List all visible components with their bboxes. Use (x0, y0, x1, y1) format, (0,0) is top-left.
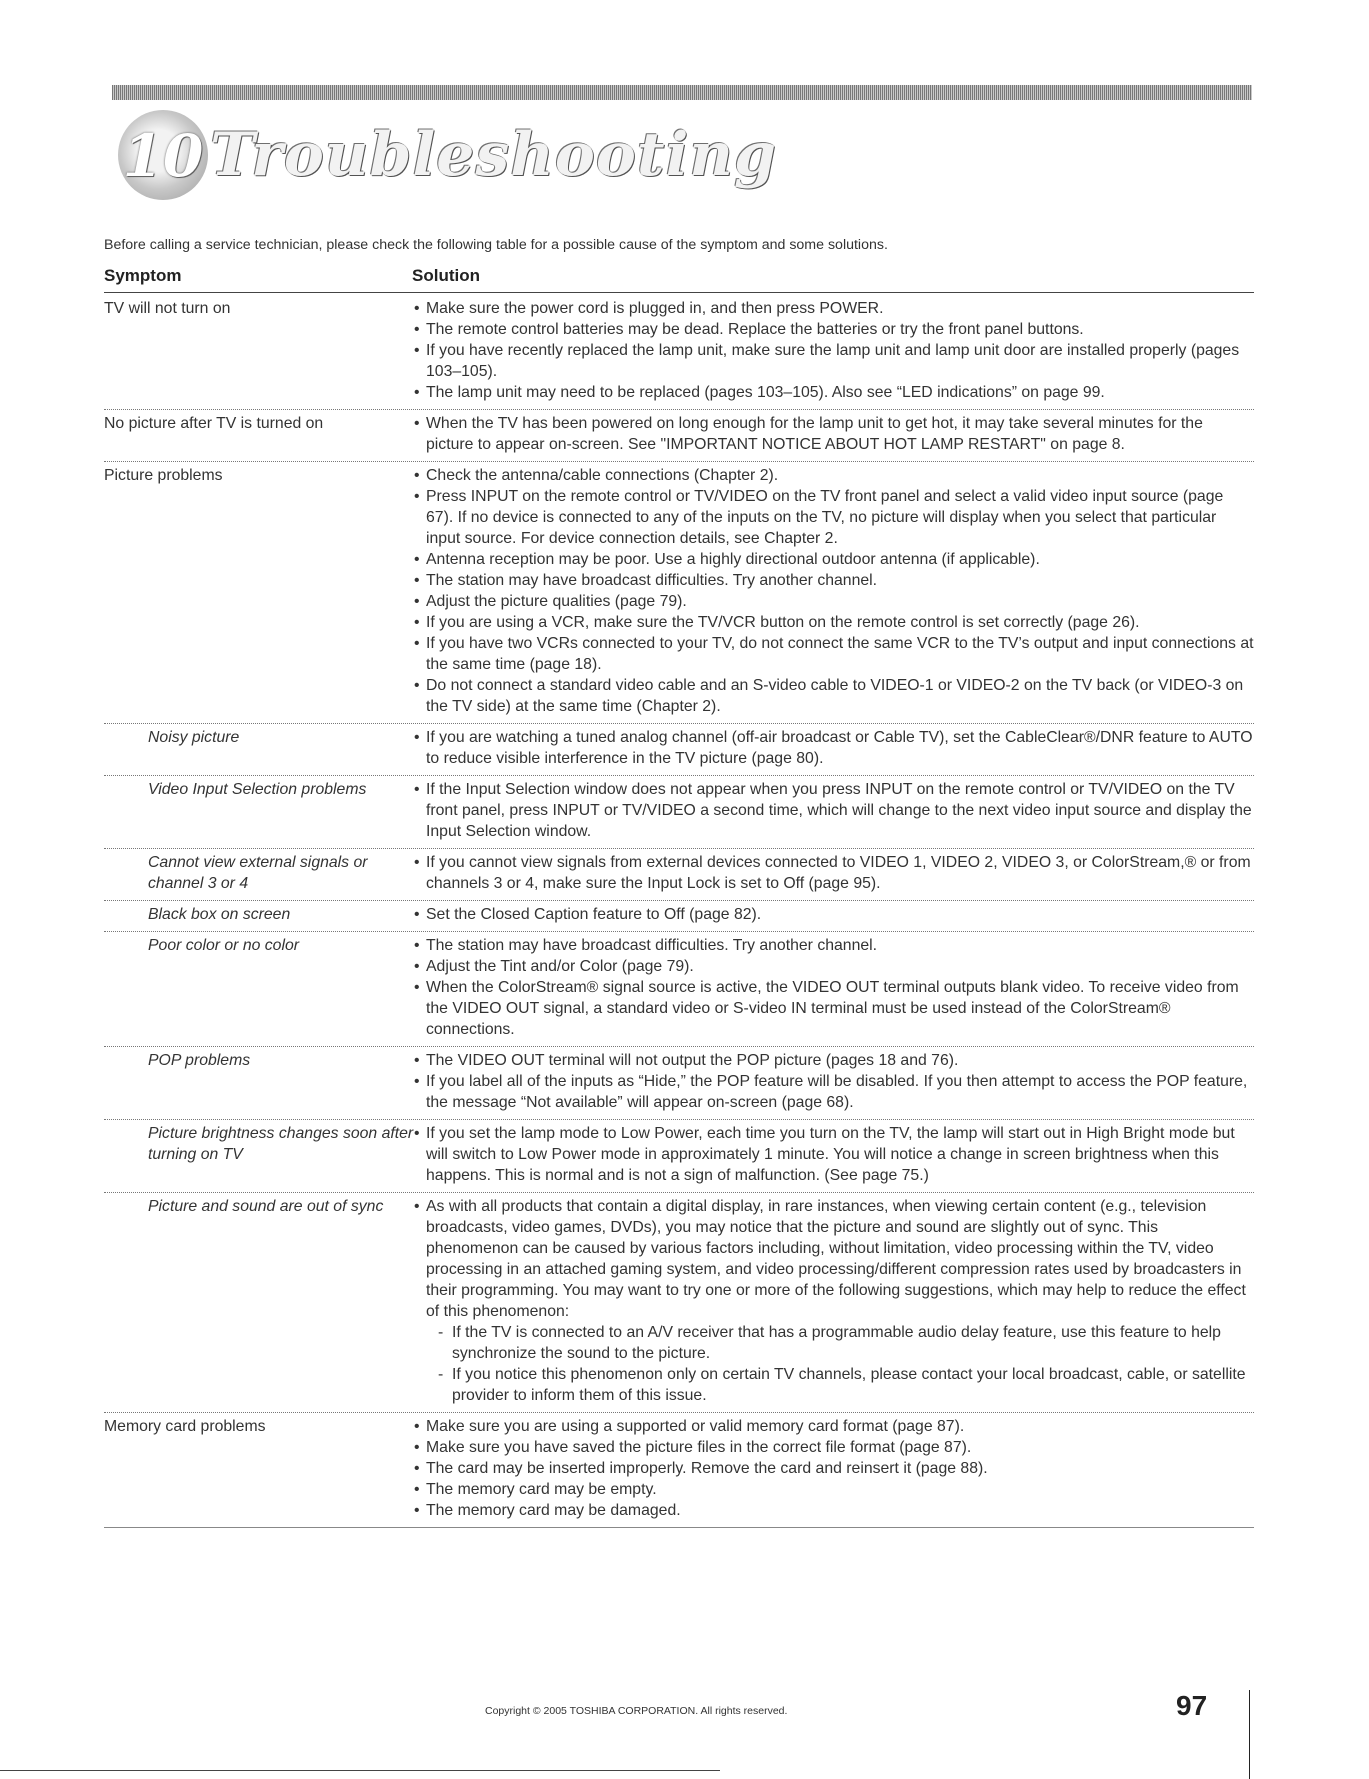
solution-subitem (412, 1322, 1254, 1364)
symptom-cell: Video Input Selection problems (148, 781, 367, 798)
bullet-icon: • (414, 1439, 420, 1456)
bottom-rule (0, 1770, 720, 1771)
bullet-icon: • (414, 572, 420, 589)
solution-text: The VIDEO OUT terminal will not output the POP picture (pages 18 and 76). (426, 1052, 959, 1069)
bullet-icon: • (414, 906, 420, 923)
solution-text: If the Input Selection window does not appear when you press INPUT on the remote control or TV/VIDEO on the TV front panel, press INPUT or TV/VIDEO a second time, which will change to the next video input source and display the Input Selection window. (426, 781, 1252, 840)
solution-text: If you have recently replaced the lamp unit, make sure the lamp unit and lamp unit door are installed properly (pages 103–105). (426, 342, 1240, 380)
solution-text: As with all products that contain a digital display, in rare instances, when viewing certain content (e.g., television broadcasts, video games, DVDs), you may notice that the picture and sound are slightly out of sync. This phenomenon can be caused by various factors including, without limitation, video processing within the TV, video processing in an attached gaming system, and video processing/different compression rates used by broadcasters in their programming. You may want to try one or more of the following suggestions, which may help to reduce the effect of this phenomenon: (426, 1198, 1246, 1320)
solution-cell (412, 1196, 1254, 1406)
solution-text: Make sure you are using a supported or valid memory card format (page 87). (426, 1418, 965, 1435)
solution-text: If you cannot view signals from external devices connected to VIDEO 1, VIDEO 2, VIDEO 3, or ColorStream,® or from channels 3 or 4, make sure the Input Lock is set to Off (page 95). (426, 854, 1251, 892)
solution-column-header: Solution (412, 266, 480, 285)
solution-item (412, 1437, 1254, 1458)
solution-text: The station may have broadcast difficulties. Try another channel. (426, 937, 878, 954)
solution-subtext: If you notice this phenomenon only on certain TV channels, please contact your local broadcast, cable, or satellite provider to inform them of this issue. (452, 1366, 1246, 1404)
bullet-icon: • (414, 614, 420, 631)
solution-item (412, 1071, 1254, 1113)
bullet-icon: • (414, 1481, 420, 1498)
solution-item (412, 675, 1254, 717)
symptom-cell: POP problems (148, 1052, 251, 1069)
table-row (104, 1047, 1254, 1120)
dash-icon: - (438, 1324, 444, 1341)
solution-text: If you are watching a tuned analog channel (off-air broadcast or Cable TV), set the CableClear®/DNR feature to AUTO to reduce visible interference in the TV picture (page 80). (426, 729, 1253, 767)
bullet-icon: • (414, 300, 420, 317)
table-row (104, 724, 1254, 776)
symptom-cell: Poor color or no color (148, 937, 300, 954)
solution-text: Make sure you have saved the picture files in the correct file format (page 87). (426, 1439, 972, 1456)
bullet-icon: • (414, 551, 420, 568)
solution-item (412, 956, 1254, 977)
solution-cell (412, 852, 1254, 894)
bullet-icon: • (414, 1418, 420, 1435)
bullet-icon: • (414, 1073, 420, 1090)
symptom-column-header: Symptom (104, 266, 182, 285)
solution-text: If you are using a VCR, make sure the TV/VCR button on the remote control is set correctly (page 26). (426, 614, 1140, 631)
table-row (104, 1413, 1254, 1528)
symptom-cell: Black box on screen (148, 906, 291, 923)
chapter-title: Troubleshooting (210, 120, 777, 190)
solution-text: If you label all of the inputs as “Hide,” the POP feature will be disabled. If you then attempt to access the POP feature, the message “Not available” will appear on-screen (page 68). (426, 1073, 1248, 1111)
solution-item (412, 591, 1254, 612)
table-row (104, 1120, 1254, 1193)
solution-text: The memory card may be empty. (426, 1481, 657, 1498)
solution-text: Press INPUT on the remote control or TV/VIDEO on the TV front panel and select a valid video input source (page 67). If no device is connected to any of the inputs on the TV, no picture will display when you select that particular input source. For device connection details, see Chapter 2. (426, 488, 1224, 547)
solution-item (412, 977, 1254, 1040)
solution-item (412, 1196, 1254, 1322)
solution-item (412, 633, 1254, 675)
table-row (104, 849, 1254, 901)
solution-item (412, 904, 1254, 925)
solution-item (412, 935, 1254, 956)
symptom-cell: TV will not turn on (104, 300, 231, 317)
bullet-icon: • (414, 488, 420, 505)
bullet-icon: • (414, 635, 420, 652)
symptom-cell: Picture problems (104, 467, 223, 484)
solution-text: Set the Closed Caption feature to Off (page 82). (426, 906, 762, 923)
solution-text: Do not connect a standard video cable and an S-video cable to VIDEO-1 or VIDEO-2 on the TV back (or VIDEO-3 on the TV side) at the same time (Chapter 2). (426, 677, 1244, 715)
header-rule (104, 292, 1254, 293)
solution-item (412, 1123, 1254, 1186)
solution-item (412, 779, 1254, 842)
bullet-icon: • (414, 677, 420, 694)
solution-item (412, 319, 1254, 340)
bullet-icon: • (414, 1198, 420, 1215)
solution-subitem (412, 1364, 1254, 1406)
chapter-number: 10 (122, 122, 204, 190)
symptom-cell: Picture brightness changes soon after turning on TV (148, 1125, 414, 1163)
troubleshooting-table (104, 295, 1254, 1528)
bullet-icon: • (414, 384, 420, 401)
solution-item (412, 465, 1254, 486)
solution-item (412, 852, 1254, 894)
solution-item (412, 727, 1254, 769)
page-number-rule (1249, 1690, 1250, 1779)
bullet-icon: • (414, 781, 420, 798)
solution-text: Make sure the power cord is plugged in, and then press POWER. (426, 300, 884, 317)
solution-item (412, 413, 1254, 455)
solution-cell (412, 413, 1254, 455)
bullet-icon: • (414, 321, 420, 338)
table-row (104, 932, 1254, 1047)
table-row (104, 462, 1254, 724)
solution-cell (412, 1050, 1254, 1113)
bullet-icon: • (414, 979, 420, 996)
solution-cell (412, 465, 1254, 717)
solution-item (412, 1416, 1254, 1437)
solution-item (412, 382, 1254, 403)
solution-text: The station may have broadcast difficulties. Try another channel. (426, 572, 878, 589)
bullet-icon: • (414, 937, 420, 954)
solution-item (412, 570, 1254, 591)
solution-cell (412, 1416, 1254, 1521)
bullet-icon: • (414, 1052, 420, 1069)
bullet-icon: • (414, 467, 420, 484)
solution-text: Check the antenna/cable connections (Chapter 2). (426, 467, 779, 484)
solution-item (412, 549, 1254, 570)
page-number: 97 (1176, 1690, 1208, 1721)
solution-text: The remote control batteries may be dead. Replace the batteries or try the front panel buttons. (426, 321, 1084, 338)
table-row (104, 295, 1254, 410)
solution-cell (412, 779, 1254, 842)
solution-cell (412, 298, 1254, 403)
bullet-icon: • (414, 1460, 420, 1477)
table-row (104, 901, 1254, 932)
solution-item (412, 1500, 1254, 1521)
solution-cell (412, 727, 1254, 769)
bullet-icon: • (414, 729, 420, 746)
bullet-icon: • (414, 1125, 420, 1142)
intro-text: Before calling a service technician, please check the following table for a possible cause of the symptom and some solutions. (104, 237, 888, 253)
bullet-icon: • (414, 415, 420, 432)
symptom-cell: Noisy picture (148, 729, 240, 746)
dash-icon: - (438, 1366, 444, 1383)
solution-text: The memory card may be damaged. (426, 1502, 681, 1519)
copyright-text: Copyright © 2005 TOSHIBA CORPORATION. All rights reserved. (485, 1705, 788, 1717)
table-row (104, 1193, 1254, 1413)
symptom-cell: Picture and sound are out of sync (148, 1198, 384, 1215)
solution-item (412, 486, 1254, 549)
solution-item (412, 612, 1254, 633)
solution-text: Adjust the Tint and/or Color (page 79). (426, 958, 694, 975)
solution-item (412, 1479, 1254, 1500)
solution-text: When the ColorStream® signal source is active, the VIDEO OUT terminal outputs blank video. To receive video from the VIDEO OUT signal, a standard video or S-video IN terminal must be used instead of the ColorStream® connections. (426, 979, 1239, 1038)
table-row (104, 776, 1254, 849)
solution-text: Adjust the picture qualities (page 79). (426, 593, 687, 610)
solution-cell (412, 935, 1254, 1040)
solution-text: When the TV has been powered on long enough for the lamp unit to get hot, it may take several minutes for the picture to appear on-screen. See "IMPORTANT NOTICE ABOUT HOT LAMP RESTART" on page 8. (426, 415, 1203, 453)
solution-text: If you set the lamp mode to Low Power, each time you turn on the TV, the lamp will start out in High Bright mode but will switch to Low Power mode in approximately 1 minute. You will notice a change in screen brightness when this happens. This is normal and is not a sign of malfunction. (See page 75.) (426, 1125, 1235, 1184)
solution-cell (412, 904, 1254, 925)
header-band (112, 85, 1252, 100)
bullet-icon: • (414, 342, 420, 359)
symptom-cell: Cannot view external signals or channel 3 or 4 (148, 854, 368, 892)
bullet-icon: • (414, 1502, 420, 1519)
solution-text: Antenna reception may be poor. Use a highly directional outdoor antenna (if applicable). (426, 551, 1040, 568)
solution-item (412, 340, 1254, 382)
bullet-icon: • (414, 958, 420, 975)
symptom-cell: Memory card problems (104, 1418, 266, 1435)
bullet-icon: • (414, 593, 420, 610)
chapter-badge-icon (118, 110, 208, 200)
solution-item (412, 1050, 1254, 1071)
solution-text: The lamp unit may need to be replaced (pages 103–105). Also see “LED indications” on page 99. (426, 384, 1105, 401)
solution-item (412, 298, 1254, 319)
bullet-icon: • (414, 854, 420, 871)
solution-cell (412, 1123, 1254, 1186)
solution-item (412, 1458, 1254, 1479)
solution-text: The card may be inserted improperly. Remove the card and reinsert it (page 88). (426, 1460, 988, 1477)
solution-subtext: If the TV is connected to an A/V receiver that has a programmable audio delay feature, use this feature to help synchronize the sound to the picture. (452, 1324, 1221, 1362)
solution-text: If you have two VCRs connected to your TV, do not connect the same VCR to the TV’s output and input connections at the same time (page 18). (426, 635, 1254, 673)
symptom-cell: No picture after TV is turned on (104, 415, 324, 432)
table-row (104, 410, 1254, 462)
